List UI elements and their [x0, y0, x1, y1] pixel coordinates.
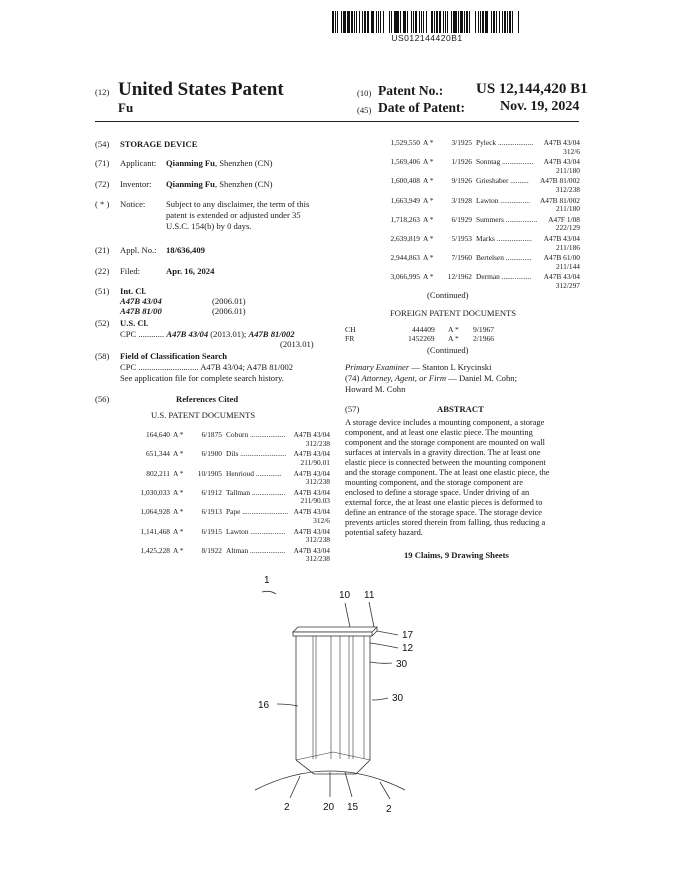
ref-number: 3,066,995	[390, 272, 420, 282]
ref-number: 1,425,228	[140, 545, 170, 555]
patent-number: US 12,144,420 B1	[476, 81, 588, 97]
ref-number: 802,211	[146, 468, 170, 478]
code-10: (10)	[357, 88, 372, 98]
field-search-label: Field of Classification Search	[120, 351, 228, 361]
ref-subclass: 211/90.01	[300, 457, 330, 467]
filed-label: Filed:	[120, 266, 141, 276]
references-cited-heading: References Cited	[176, 394, 239, 404]
ref-kind: A *	[173, 507, 184, 517]
ref-label-10: 10	[339, 590, 351, 601]
ref-kind: A *	[423, 176, 434, 186]
notice-text: Subject to any disclaimer, the term of this patent is extended or adjusted under 35 U.S.C. 154(b) by 0 days.	[166, 199, 310, 231]
ref-subclass: 312/238	[305, 554, 330, 564]
ref-inventor: Pape .........................	[226, 507, 289, 517]
ref-label-2-right: 2	[386, 804, 392, 815]
code-58: (58)	[95, 351, 110, 361]
document-type: United States Patent	[118, 79, 284, 100]
patent-no-label: Patent No.:	[378, 83, 444, 98]
ref-number: 1,529,550	[390, 138, 420, 147]
ref-subclass: 312/297	[555, 280, 580, 290]
ref-class: A47B 43/04	[293, 545, 330, 555]
int-cl-label: Int. Cl.	[120, 286, 147, 296]
ref-label-15: 15	[347, 802, 359, 813]
ref-subclass: 312/6	[313, 515, 330, 525]
code-57: (57)	[345, 404, 360, 414]
inventor: Qianming Fu, Shenzhen (CN)	[166, 179, 273, 189]
ref-class: A47B 43/04	[293, 487, 330, 497]
ref-kind: A *	[173, 449, 184, 459]
ref-number: 2,639,819	[390, 234, 420, 243]
ref-number: 1,569,406	[390, 157, 420, 167]
leader-1	[262, 591, 276, 594]
ref-class: A47B 43/04	[543, 272, 580, 282]
int-cl-1: A47B 43/04	[120, 296, 162, 306]
ref-date: 12/1962	[447, 272, 472, 282]
ref-subclass: 312/238	[305, 477, 330, 487]
us-cl-cpc-version: (2013.01)	[280, 339, 314, 349]
ref-kind: A *	[173, 545, 184, 555]
code-21: (21)	[95, 245, 110, 255]
ref-date: 6/1900	[201, 449, 222, 459]
ref-inventor: Derman ................	[476, 272, 532, 282]
ref-number: 1,141,468	[140, 526, 170, 536]
code-56: (56)	[95, 394, 110, 404]
abstract-heading: ABSTRACT	[437, 404, 484, 414]
applicant-label: Applicant:	[120, 158, 157, 168]
mounting-component-top	[293, 627, 377, 632]
ref-kind: A *	[423, 138, 434, 147]
attorney-line-2: Howard M. Cohn	[345, 384, 406, 394]
ref-number: 1,064,928	[140, 507, 170, 517]
foreign-ref-1: CH 444409 A * 9/1967	[345, 325, 495, 334]
ref-subclass: 312/238	[305, 438, 330, 448]
int-cl-2: A47B 81/00	[120, 306, 162, 316]
ref-inventor: Sonntag .................	[476, 157, 534, 167]
date-of-patent: Nov. 19, 2024	[500, 99, 580, 114]
int-cl-2-version: (2006.01)	[212, 306, 246, 316]
ref-class: A47B 81/002	[539, 176, 580, 186]
ref-inventor: Grieshaber ..........	[476, 176, 529, 186]
code-45: (45)	[357, 105, 372, 115]
primary-examiner: Primary Examiner — Stanton L Krycinski	[345, 362, 492, 372]
inventor-short-name: Fu	[118, 100, 134, 115]
date-of-patent-label: Date of Patent:	[378, 100, 465, 115]
ref-subclass: 211/186	[556, 242, 580, 252]
ref-number: 651,344	[145, 449, 170, 459]
code-72: (72)	[95, 179, 110, 189]
ref-number: 2,944,863	[390, 253, 420, 263]
ref-class: A47B 43/04	[293, 468, 330, 478]
ref-class: A47B 81/002	[539, 195, 580, 205]
continued-foreign: (Continued)	[427, 345, 469, 355]
ref-inventor: Lawton ...................	[226, 526, 286, 536]
ref-inventor: Bertelsen ..............	[476, 253, 532, 263]
ref-inventor: Coburn ...................	[226, 430, 286, 439]
ref-date: 6/1912	[201, 487, 222, 497]
ref-inventor: Pyleck ...................	[476, 138, 534, 147]
field-search-note: See application file for complete search history.	[120, 373, 284, 383]
ref-number: 1,030,033	[140, 487, 170, 497]
ref-class: A47B 43/04	[543, 234, 580, 243]
ref-class: A47B 43/04	[293, 507, 330, 517]
ref-label-12: 12	[402, 643, 414, 654]
ref-number: 1,663,949	[390, 195, 420, 205]
code-71: (71)	[95, 158, 110, 168]
ref-number: 1,600,408	[390, 176, 420, 186]
mounting-component-front	[293, 632, 372, 636]
ref-subclass: 312/6	[563, 146, 580, 156]
ref-class: A47B 61/00	[543, 253, 580, 263]
code-12: (12)	[95, 87, 110, 97]
ref-kind: A *	[423, 214, 434, 224]
ref-label-20: 20	[323, 802, 335, 813]
ref-subclass: 211/180	[556, 204, 580, 214]
appl-no-label: Appl. No.:	[120, 245, 157, 255]
ref-kind: A *	[173, 430, 184, 439]
ref-label-17: 17	[402, 630, 414, 641]
ref-subclass: 211/180	[556, 165, 580, 175]
ref-label-30-mid: 30	[392, 693, 404, 704]
claims-count: 19 Claims, 9 Drawing Sheets	[404, 550, 509, 560]
barcode-number: US012144420B1	[391, 33, 463, 43]
ref-subclass: 312/238	[555, 184, 580, 194]
ref-kind: A *	[173, 468, 184, 478]
filed-date: Apr. 16, 2024	[166, 266, 215, 276]
ref-inventor: Summers .................	[476, 214, 538, 224]
ref-label-30-top: 30	[396, 659, 408, 670]
ref-inventor: Henrioud ..............	[226, 468, 282, 478]
ref-subclass: 222/129	[555, 223, 580, 233]
us-patent-docs-heading: U.S. PATENT DOCUMENTS	[151, 410, 256, 420]
notice-label: Notice:	[120, 199, 146, 209]
foreign-docs-heading: FOREIGN PATENT DOCUMENTS	[390, 308, 517, 318]
continued-us-refs: (Continued)	[427, 290, 469, 300]
ref-class: A47F 1/08	[548, 214, 580, 224]
ref-kind: A *	[423, 234, 434, 243]
ref-kind: A *	[423, 195, 434, 205]
code-52: (52)	[95, 318, 110, 328]
ref-inventor: Altman ...................	[226, 545, 286, 555]
ref-date: 3/1925	[451, 138, 472, 147]
ref-inventor: Lawton ................	[476, 195, 530, 205]
ref-class: A47B 43/04	[293, 449, 330, 459]
code-51: (51)	[95, 286, 110, 296]
ref-label-2-left: 2	[284, 802, 290, 813]
attorney: (74) Attorney, Agent, or Firm — Daniel M. Cohn;	[345, 373, 517, 383]
ref-kind: A *	[423, 157, 434, 167]
ref-kind: A *	[173, 487, 184, 497]
ref-date: 10/1905	[197, 468, 222, 478]
ref-class: A47B 43/04	[543, 157, 580, 167]
ref-label-16: 16	[258, 700, 270, 711]
ref-date: 5/1953	[451, 234, 472, 243]
us-cl-cpc: CPC ............ A47B 43/04 (2013.01); A47B 81/002	[120, 329, 295, 339]
title: STORAGE DEVICE	[120, 139, 198, 149]
ref-date: 9/1926	[451, 176, 472, 186]
us-cl-label: U.S. Cl.	[120, 318, 149, 328]
ref-inventor: Tallman ..................	[226, 487, 286, 497]
ref-date: 3/1928	[451, 195, 472, 205]
code-notice: ( * )	[95, 199, 110, 209]
foreign-ref-2: FR 1452269 A * 2/1966	[345, 334, 495, 343]
ref-subclass: 211/144	[556, 261, 580, 271]
ref-label-1: 1	[264, 575, 270, 586]
ref-kind: A *	[423, 253, 434, 263]
ref-kind: A *	[173, 526, 184, 536]
code-54: (54)	[95, 139, 110, 149]
ref-class: A47B 43/04	[293, 526, 330, 536]
ref-subclass: 211/90.03	[300, 496, 330, 506]
appl-no: 18/636,409	[166, 245, 205, 255]
int-cl-1-version: (2006.01)	[212, 296, 246, 306]
field-search-cpc: CPC ............................ A47B 43/04; A47B 81/002	[120, 362, 294, 372]
ref-class: A47B 43/04	[293, 430, 330, 439]
storage-component-base	[296, 760, 370, 774]
ref-date: 6/1875	[201, 430, 222, 439]
ref-number: 1,718,263	[390, 214, 420, 224]
inventor-label: Inventor:	[120, 179, 152, 189]
ref-date: 6/1915	[201, 526, 222, 536]
ref-date: 7/1960	[451, 253, 472, 263]
ref-number: 164,640	[145, 430, 170, 439]
ref-class: A47B 43/04	[543, 138, 580, 147]
ref-inventor: Dils .........................	[226, 449, 287, 459]
ref-label-11: 11	[364, 590, 375, 601]
applicant: Qianming Fu, Shenzhen (CN)	[166, 158, 273, 168]
ref-date: 8/1922	[201, 545, 222, 555]
ref-inventor: Marks ...................	[476, 234, 532, 243]
ref-date: 6/1913	[201, 507, 222, 517]
ref-kind: A *	[423, 272, 434, 282]
code-22: (22)	[95, 266, 110, 276]
ref-date: 6/1929	[451, 214, 472, 224]
ref-date: 1/1926	[451, 157, 472, 167]
ref-subclass: 312/238	[305, 535, 330, 545]
abstract-text: A storage device includes a mounting component, a storage component, and at least one elastic piece. The mounting component and the storage component are mounted on wall surfaces at intervals in a gravity direction. The at least one elastic piece is connected between the mounting component and the storage component. The at least one elastic piece, the mounting component, and the storage component are enclosed to define a storage space. Under driving of an external force, the at least one elastic pieces is deformed to define an entrance of the storage space. The storage device prevents articles stored therein from falling, thus reducing a potential safety hazard.	[345, 418, 550, 537]
